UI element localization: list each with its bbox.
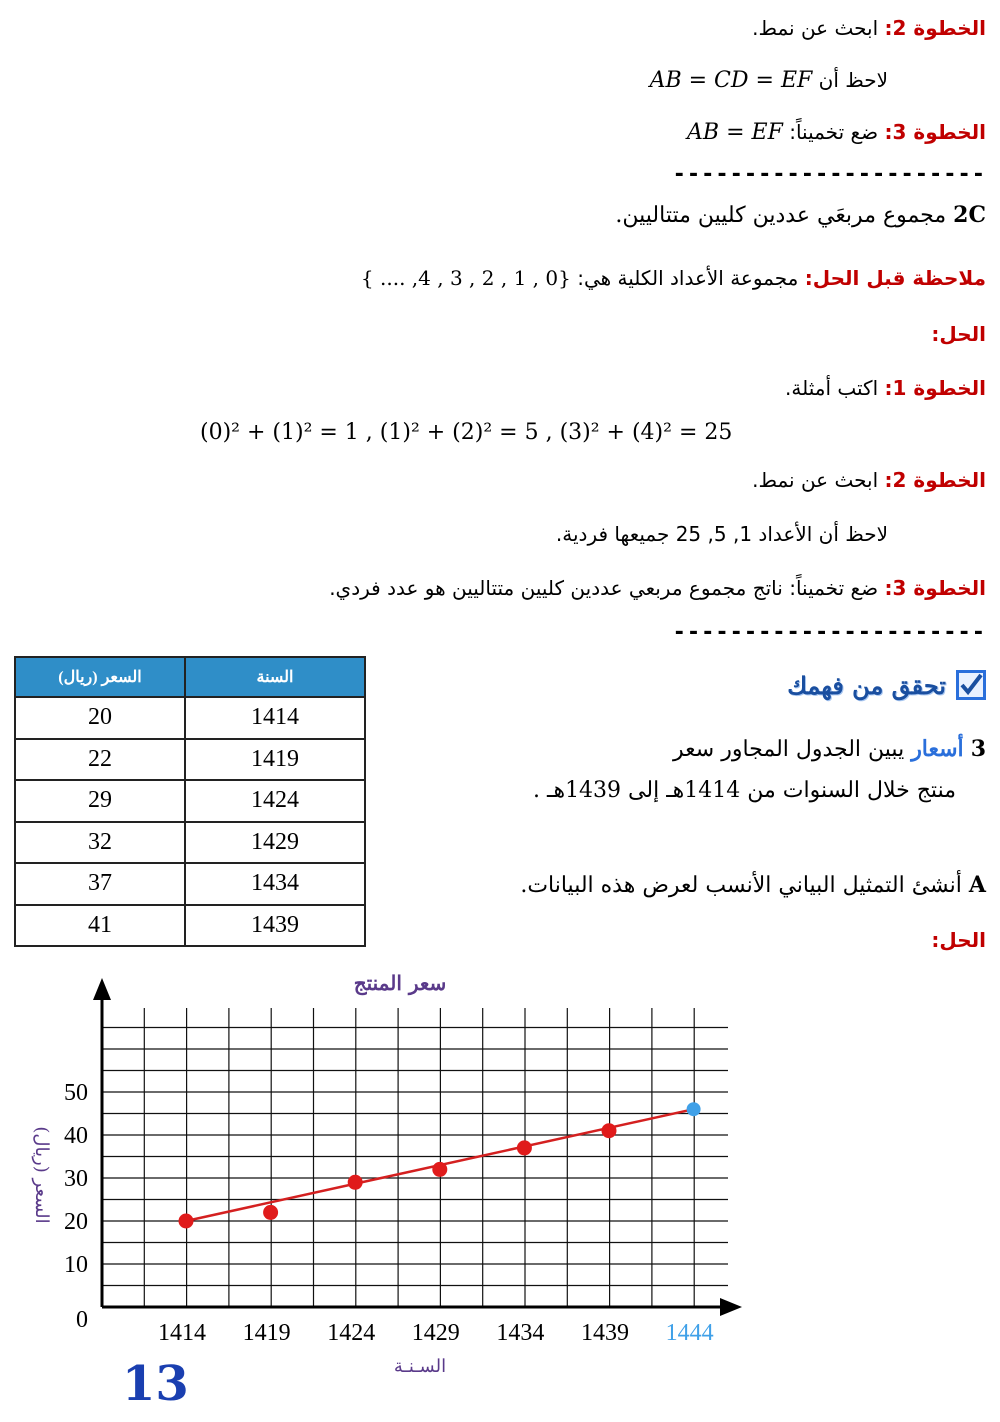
question-number: 3 (970, 736, 986, 762)
price-cell: 29 (15, 780, 185, 822)
examples-equation: (0)² + (1)² = 1 , (1)² + (2)² = 5 , (3)² + (4)² = 25 (200, 420, 733, 445)
step-text: ضع تخميناً: ناتج مجموع مربعي عددين كليين متتاليين هو عدد فردي. (329, 576, 879, 600)
question-text: مجموع مربعَي عددين كليين متتاليين. (615, 203, 947, 228)
check-mark-icon (956, 670, 986, 700)
check-title: تحقق من فهمك (787, 670, 946, 700)
table-row (15, 905, 365, 947)
note-equation: AB = CD = EF (649, 68, 813, 93)
price-cell: 22 (15, 739, 185, 781)
year-cell: 1439 (185, 905, 365, 947)
table-row (15, 863, 365, 905)
price-table (14, 656, 366, 947)
question-2c (615, 202, 986, 228)
note-text: مجموعة الأعداد الكلية هي: (577, 266, 799, 290)
step-label: الخطوة 2: (884, 468, 986, 492)
year-cell: 1429 (185, 822, 365, 864)
step3b-line (329, 574, 986, 602)
question-keyword: أسعار (911, 736, 964, 762)
data-point (348, 1175, 363, 1190)
note-line (650, 66, 888, 95)
whole-numbers-set: {0 , 1 , 2 , 3 , 4, .... } (360, 266, 571, 290)
x-tick-label: 1419 (242, 1320, 291, 1346)
y-tick-labels (64, 1080, 88, 1333)
data-point (517, 1140, 532, 1155)
step2-line (752, 14, 986, 42)
y-axis-arrow-icon (93, 978, 111, 1000)
data-point (602, 1123, 617, 1138)
x-tick-label: 1424 (327, 1320, 376, 1346)
x-tick-label: 1444 (665, 1320, 714, 1346)
data-point (179, 1214, 194, 1229)
year-cell: 1414 (185, 697, 365, 739)
x-tick-labels (158, 1320, 714, 1346)
chart-grid (102, 1008, 728, 1307)
step-label: الخطوة 1: (884, 376, 986, 400)
page-number: 13 (122, 1356, 189, 1412)
pre-solution-note (361, 264, 986, 292)
note-label: لاحظ أن (818, 68, 888, 92)
separator: ---------------------- (672, 162, 986, 187)
step-text: اكتب أمثلة. (785, 376, 879, 400)
y-tick-label: 20 (64, 1209, 88, 1235)
step3-line (687, 118, 986, 147)
x-tick-label: 1414 (158, 1320, 206, 1346)
price-cell: 32 (15, 822, 185, 864)
table-row (15, 739, 365, 781)
y-tick-label: 40 (64, 1123, 88, 1149)
y-tick-label: 0 (76, 1307, 88, 1333)
table-row (15, 780, 365, 822)
y-axis-label: السعر (ريال) (31, 1126, 52, 1224)
step-label: الخطوة 2: (884, 16, 986, 40)
year-cell: 1424 (185, 780, 365, 822)
solution-label: الحل: (931, 928, 986, 952)
step-text: ابحث عن نمط. (752, 16, 879, 40)
odd-note: لاحظ أن الأعداد 1, 5, 25 جميعها فردية. (555, 522, 888, 546)
x-axis-arrow-icon (720, 1298, 742, 1316)
question-3-line2: منتج خلال السنوات من 1414هـ إلى 1439هـ . (533, 778, 956, 803)
chart-axes (93, 978, 742, 1316)
price-cell: 37 (15, 863, 185, 905)
step2b-line (752, 466, 986, 494)
step-label: الخطوة 3: (884, 576, 986, 600)
table-row (15, 822, 365, 864)
question-3a (520, 872, 986, 898)
question-text: أنشئ التمثيل البياني الأنسب لعرض هذه البيانات. (520, 873, 962, 898)
data-point (432, 1162, 447, 1177)
price-cell: 41 (15, 905, 185, 947)
predicted-point (687, 1102, 701, 1116)
table-row (15, 697, 365, 739)
step1-line (785, 374, 986, 402)
step3-equation: AB = EF (687, 120, 783, 145)
solution-label: الحل: (931, 322, 986, 346)
x-tick-label: 1439 (581, 1320, 629, 1346)
question-text: يبين الجدول المجاور سعر (673, 737, 905, 762)
question-label: 2C (953, 202, 986, 228)
question-3 (673, 736, 986, 762)
question-label: A (968, 872, 986, 898)
header-price: السعر (ريال) (15, 657, 185, 697)
separator: ---------------------- (672, 620, 986, 645)
y-tick-label: 30 (64, 1166, 88, 1192)
x-axis-label: السـنـة (393, 1356, 447, 1377)
chart-marks (179, 1102, 701, 1228)
y-tick-label: 10 (64, 1252, 88, 1278)
year-cell: 1419 (185, 739, 365, 781)
header-year: السنة (185, 657, 365, 697)
y-tick-label: 50 (64, 1080, 88, 1106)
step-text: ضع تخميناً: (789, 120, 879, 144)
chart-title: سعر المنتج (353, 971, 447, 995)
price-cell: 20 (15, 697, 185, 739)
note-label: ملاحظة قبل الحل: (804, 266, 986, 290)
data-point (263, 1205, 278, 1220)
x-tick-label: 1429 (411, 1320, 460, 1346)
step-text: ابحث عن نمط. (752, 468, 879, 492)
x-tick-label: 1434 (496, 1320, 545, 1346)
price-chart (0, 960, 760, 1380)
step-label: الخطوة 3: (884, 120, 986, 144)
year-cell: 1434 (185, 863, 365, 905)
check-understanding-header (787, 670, 986, 700)
